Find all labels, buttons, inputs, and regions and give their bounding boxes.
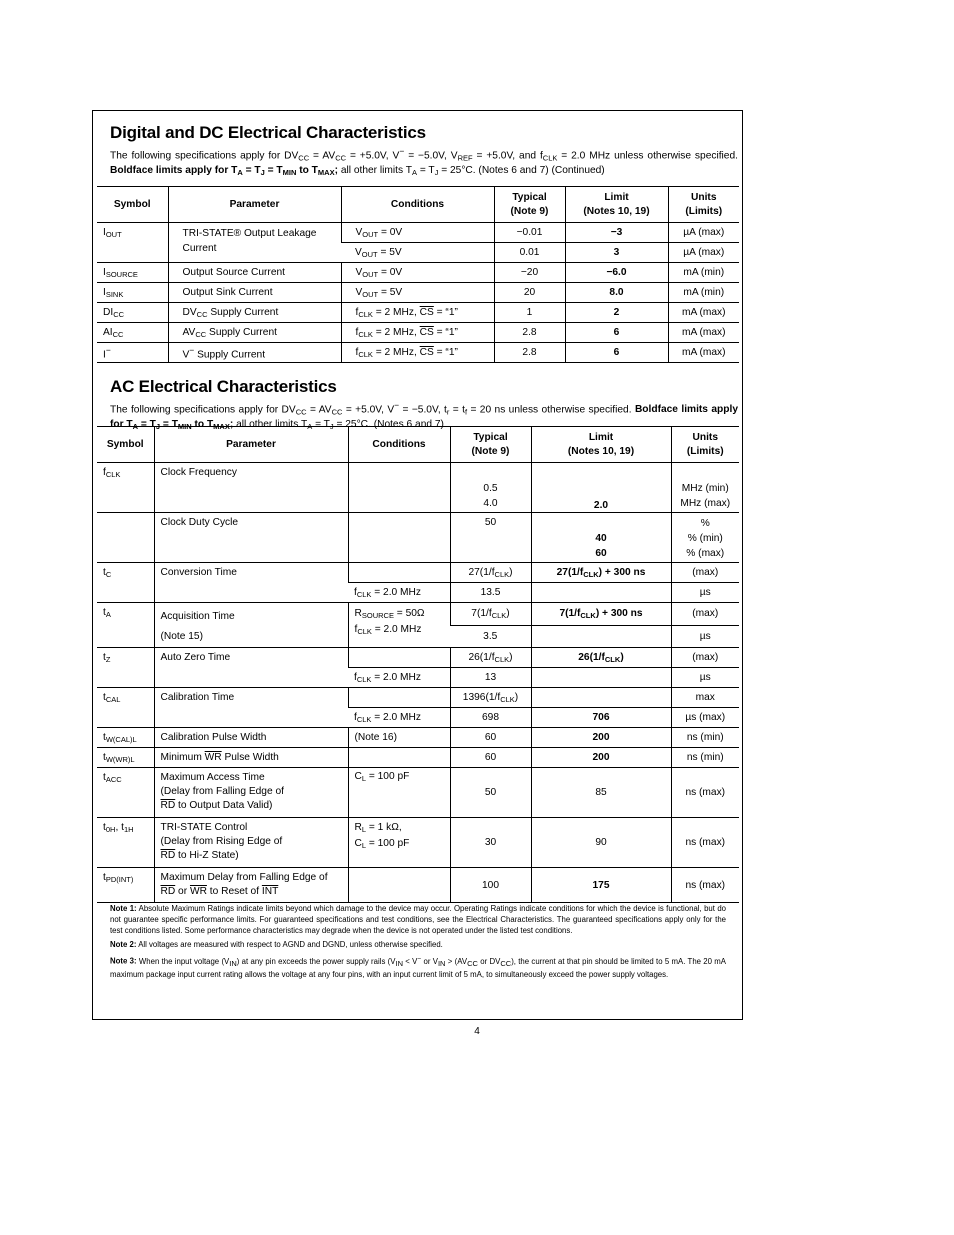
table-row: $t_A$ Acquisition Time (Note 15) $R_{SOURCE} = 50\Omega$ $f_{CLK} = 2.0$ MHz $7(1/f_{CLK})$ $7(1/f_{CLK}) + 300$ ns (max) [97,603,739,626]
table-row: $I_{OUT}$ TRI-STATE® Output Leakage Current $V_{OUT} = 0V$ −0.01 −3 µA (max) [97,223,739,243]
note-3: Note 3: When the input voltage $(V_{IN})$ at any pin exceeds the power supply rails ($V_{IN} < V^-$ or $V_{IN} > (AV_{CC}$ or $DV_{CC}$), the current at that pin should be limited to 5 mA. The 20 mA maximum package input current rating allows the voltage at any four pins, with an input current limit of 5 mA, to simultaneously exceed the power supply voltages. [110,955,726,979]
table-row: $AI_{CC}$ $AV_{CC}$ Supply Current $f_{CLK} = 2$ MHz, $\overline{CS}$ = “1” 2.8 6 mA (max) [97,323,739,343]
table-row: $t_{0H}$, $t_{1H}$ TRI-STATE Control (Delay from Rising Edge of $\overline{RD}$ to Hi-Z State) $R_L = 1$ kΩ, $C_L = 100$ pF 30 90 ns (max) [97,818,739,868]
table-row: $t_C$ Conversion Time $27(1/f_{CLK})$ $27(1/f_{CLK}) + 300$ ns (max) [97,563,739,583]
dc-header-units: Units (Limits) [668,187,739,223]
ac-header-typical: Typical (Note 9) [450,427,531,463]
ac-header-conditions: Conditions [348,427,450,463]
ac-header-symbol: Symbol [106,438,144,450]
table-row: $f_{CLK} = 2.0$ MHz 13 µs [97,668,739,688]
table-row: $t_{PD(INT)}$ Maximum Delay from Falling Edge of $\overline{RD}$ or $\overline{WR}$ to Reset of $\overline{INT}$ 100 175 ns (max) [97,868,739,903]
ac-header-units: Units (Limits) [671,427,739,463]
table-row: $t_{CAL}$ Calibration Time $1396(1/f_{CLK})$ max [97,688,739,708]
notes [110,903,726,983]
dc-header-limit: Limit (Notes 10, 19) [565,187,668,223]
dc-section [110,123,738,179]
table-row: $DI_{CC}$ $DV_{CC}$ Supply Current $f_{CLK} = 2$ MHz, $\overline{CS}$ = “1” 1 2 mA (max) [97,303,739,323]
ac-intro: The following specifications apply for $DV_{CC} = AV_{CC} = +5.0V$, V− = −5.0V, $t_r = t_f = 20$ ns unless otherwise specified. Boldface limits apply for $T_A = T_J = T_{MIN}$ to $T_{MAX}$; all other limits $T_A = T_J = 25^\circ C$. (Notes 6 and 7) [110,400,738,432]
table-row: $f_{CLK} = 2.0$ MHz 698 706 µs (max) [97,708,739,728]
table-row: $I_{SOURCE}$ Output Source Current $V_{OUT} = 0V$ −20 −6.0 mA (min) [97,263,739,283]
table-row: $f_{CLK} = 2.0$ MHz 13.5 µs [97,583,739,603]
dc-table [97,186,739,363]
note-2: Note 2: All voltages are measured with respect to AGND and DGND, unless otherwise specified. [110,940,443,949]
table-row: $f_{CLK}$ Clock Frequency 0.5 4.0 2.0 MHz (min) MHz (max) [97,463,739,513]
ac-header-limit: Limit (Notes 10, 19) [531,427,671,463]
table-row: $V_{OUT} = 5V$ 0.01 3 µA (max) [97,243,739,263]
dc-header-conditions: Conditions [341,187,494,223]
dc-header-parameter: Parameter [168,187,341,223]
dc-header-typical: Typical (Note 9) [494,187,565,223]
table-row: 3.5 µs [97,625,739,648]
table-row: $I_{SINK}$ Output Sink Current $V_{OUT} = 5V$ 20 8.0 mA (min) [97,283,739,303]
table-row: Clock Duty Cycle 50 40 60 % % (min) % (max) [97,513,739,563]
page-frame [92,110,743,1020]
table-row: $t_{W(WR)L}$ Minimum $\overline{WR}$ Pulse Width 60 200 ns (min) [97,748,739,768]
ac-section [110,377,738,433]
table-row: $t_{W(CAL)L}$ Calibration Pulse Width (Note 16) 60 200 ns (min) [97,728,739,748]
table-row: I− V− Supply Current $f_{CLK} = 2$ MHz, $\overline{CS}$ = “1” 2.8 6 mA (max) [97,343,739,363]
dc-title: Digital and DC Electrical Characteristics [110,123,426,142]
table-row: $t_Z$ Auto Zero Time $26(1/f_{CLK})$ $26(1/f_{CLK})$ (max) [97,648,739,668]
page-number: 4 [474,1026,480,1037]
ac-title: AC Electrical Characteristics [110,377,337,396]
dc-intro: The following specifications apply for $DV_{CC} = AV_{CC} = +5.0V$, V− = −5.0V, $V_{REF} = +5.0V$, and $f_{CLK} = 2.0$ MHz unless otherwise specified. Boldface limits apply for $T_A = T_J = T_{MIN}$ to $T_{MAX}$; all other limits $T_A = T_J = 25^\circ C$. (Notes 6 and 7) (Continued) [110,146,738,178]
table-row: $t_{ACC}$ Maximum Access Time (Delay from Falling Edge of $\overline{RD}$ to Output Data Valid) $C_L = 100$ pF 50 85 ns (max) [97,768,739,818]
dc-header-symbol: Symbol [113,198,151,210]
ac-header-parameter: Parameter [154,427,348,463]
ac-table [97,426,739,903]
note-1: Note 1: Absolute Maximum Ratings indicate limits beyond which damage to the device may occur. Operating Ratings indicate conditions for which the device is functional, but do not guarantee specific performance limits. For guaranteed specifications and test conditions, see the Electrical Characteristics. The guaranteed specifications apply only for the test conditions listed. Some performance characteristics may degrade when the device is not operated under the listed test conditions. [110,904,726,935]
